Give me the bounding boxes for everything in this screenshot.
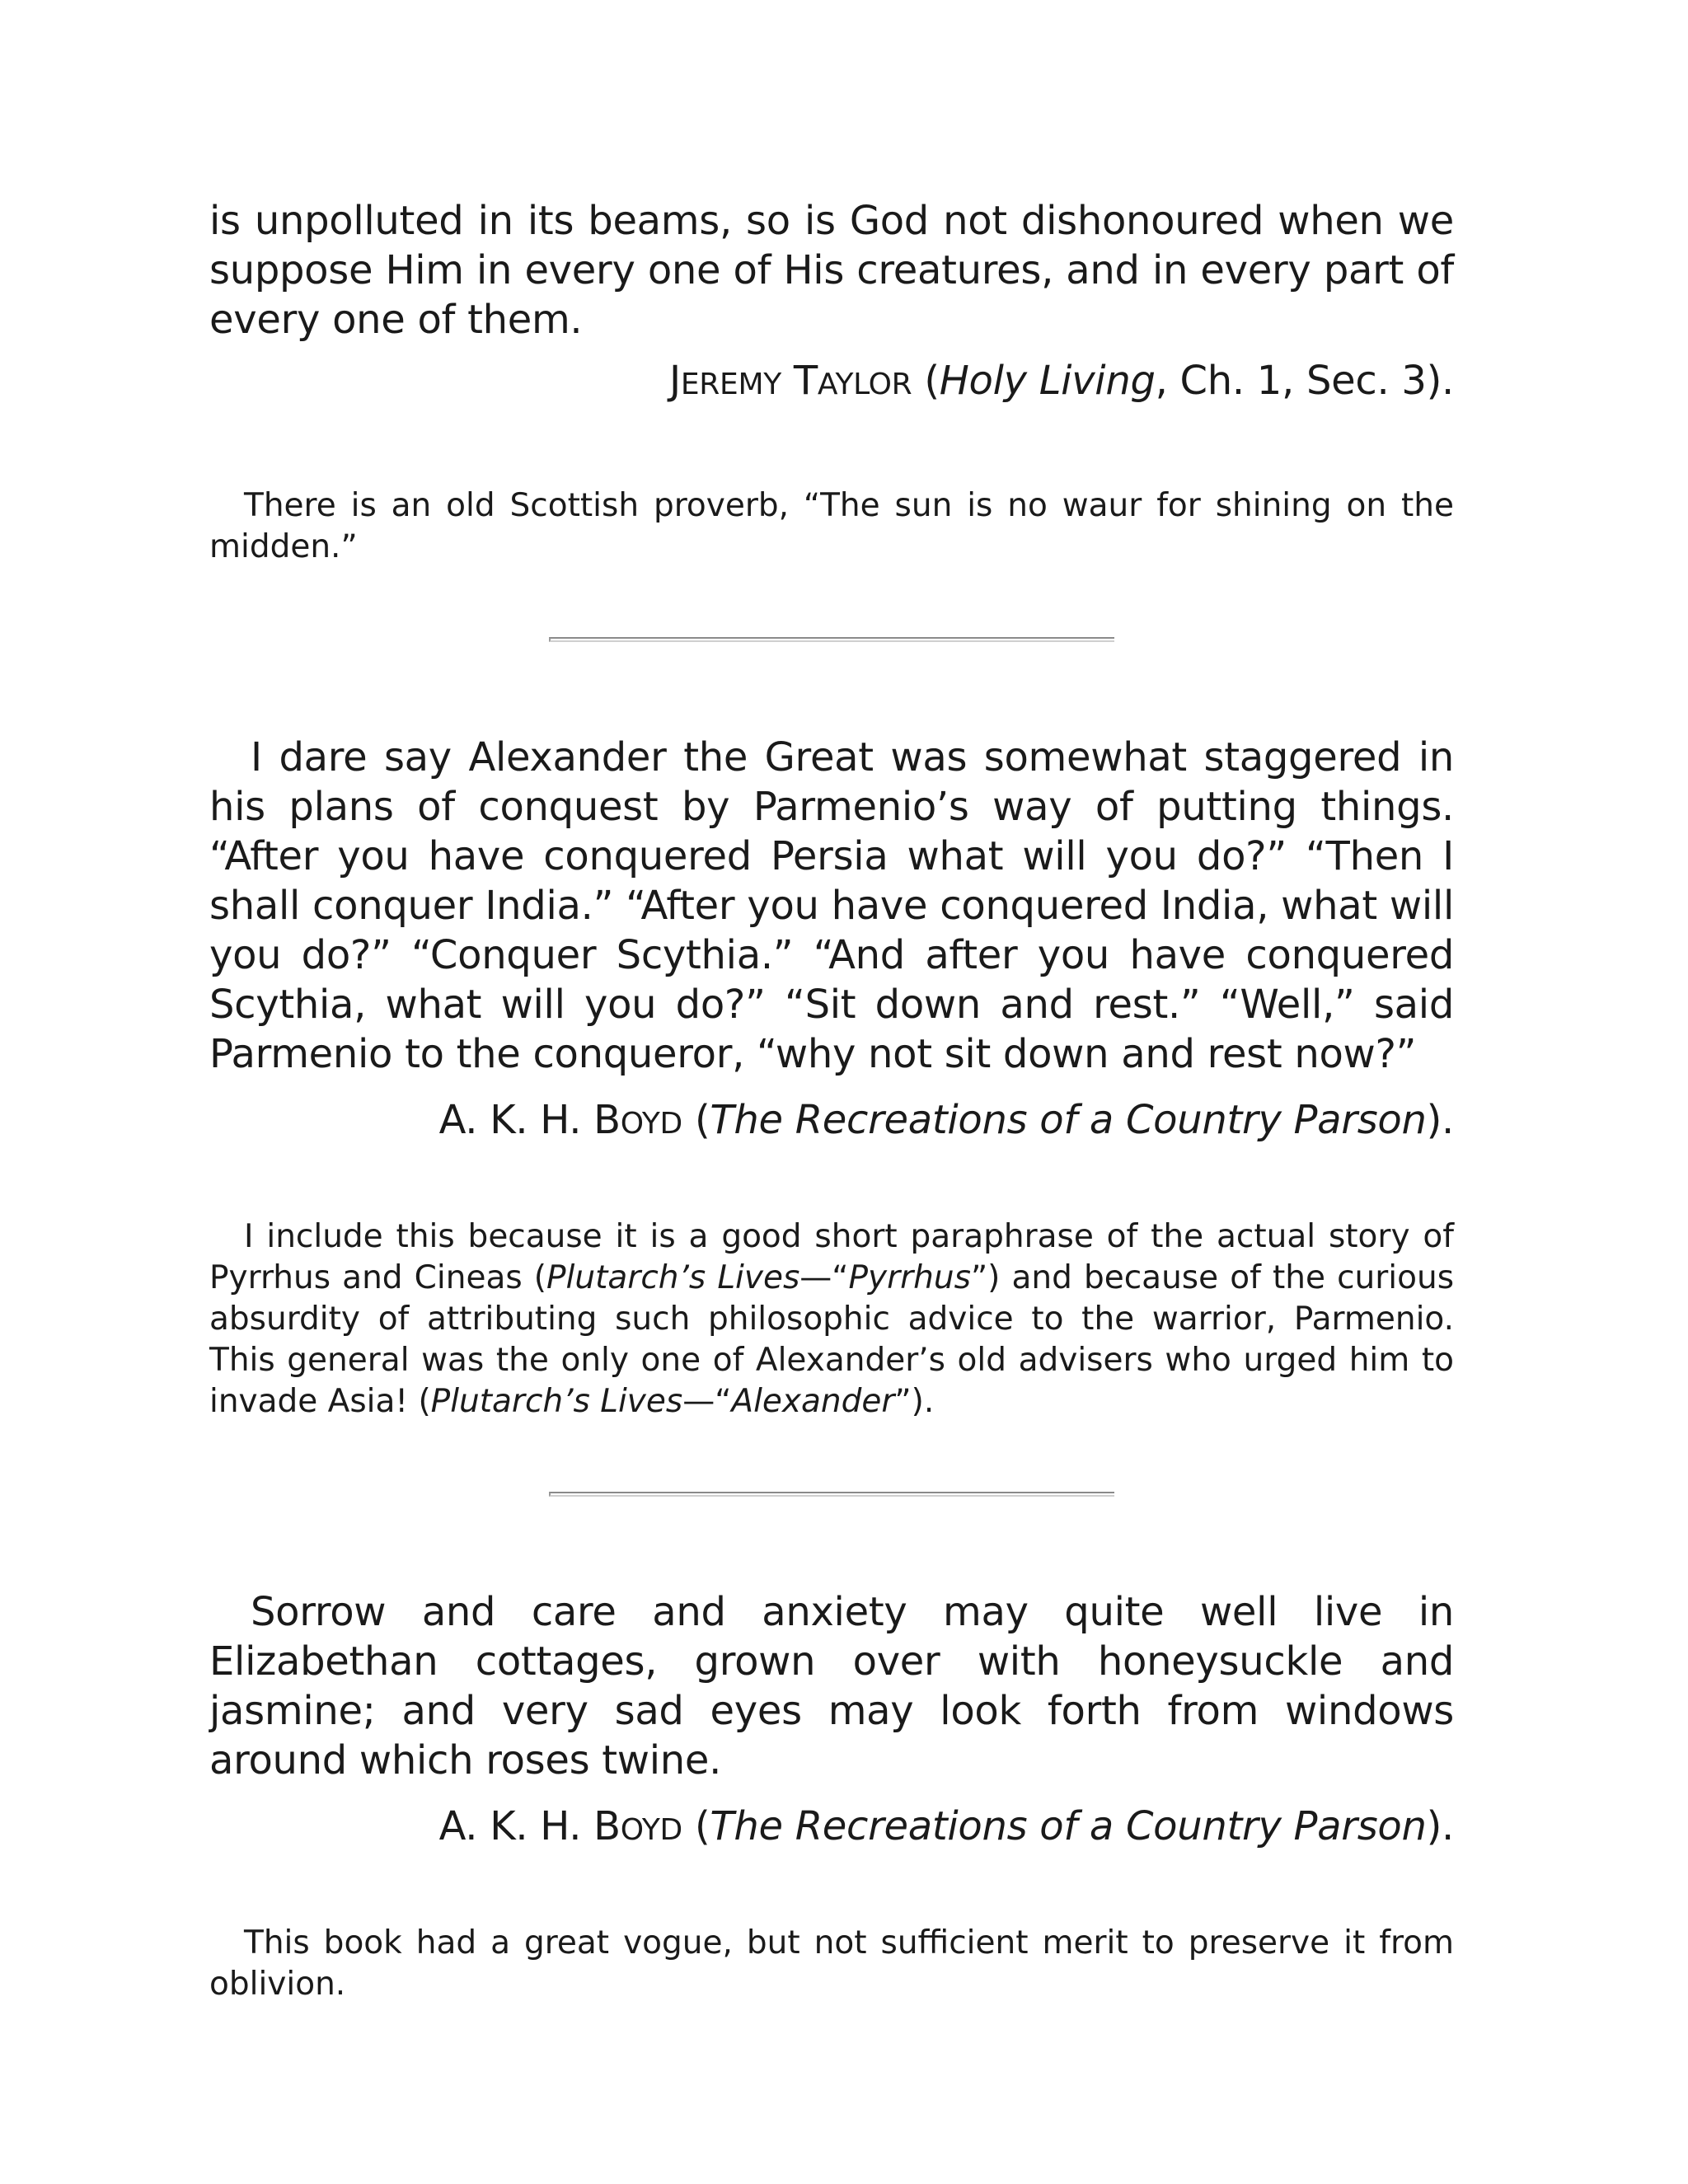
author-smallcaps: OYD [620,1813,682,1847]
taylor-attribution [209,356,1454,410]
taylor-quote: is unpolluted in its beams, so is God not dishonoured when we suppose Him in every one of His creatures, and in every part of every one of them. [209,198,1454,343]
work-title: The Recreations of a Country Parson [710,1803,1427,1849]
author-smallcaps: AYLOR [817,368,912,401]
sorrow-quote: Sorrow and care and anxiety may quite well live in Elizabethan cottages, grown over with honeysuckle and jasmine; and very sad eyes may look forth from windows around which roses twine. [209,1589,1454,1783]
document-page [209,196,1454,2005]
author-initial: T [793,358,818,404]
section-divider [549,637,1114,642]
work-title: The Recreations of a Country Parson [710,1097,1427,1143]
paren-close: ). [1426,1097,1454,1143]
alexander-note: I include this because it is a good short paraphrase of the actual story of Pyrrhus and Cineas (Plutarch’s Lives—“Pyrrhus”) and because of the curious absurdity of attributing such philosophic advice to the warrior, Parmenio. This general was the only one of Alexander’s old advisers who urged him to invade Asia! (Plutarch’s Lives—“Alexander”). [209,1218,1455,1420]
section-divider [549,1492,1114,1497]
author-name: A. K. H. B [438,1097,621,1143]
paren-open: ( [912,358,940,404]
taylor-note: There is an old Scottish proverb, “The sun is no waur for shining on the midden.” [209,487,1454,565]
paren-open: ( [682,1097,710,1143]
author-smallcaps: EREMY [680,368,781,401]
work-title: Holy Living [939,358,1156,404]
author-initial: J [669,358,681,404]
paren-open: ( [682,1803,710,1849]
citation-detail: , Ch. 1, Sec. 3). [1155,358,1454,404]
alexander-attribution [209,1095,1454,1149]
sorrow-attribution [209,1802,1454,1855]
author-smallcaps: OYD [620,1107,682,1141]
author-name: A. K. H. B [438,1803,621,1849]
alexander-quote: I dare say Alexander the Great was somewhat staggered in his plans of conquest by Parmenio’s way of putting things. “After you have conquered Persia what will you do?” “Then I shall conquer India.” “After you have conquered India, what will you do?” “Conquer Scythia.” “And after you have conquered Scythia, what will you do?” “Sit down and rest.” “Well,” said Parmenio to the conqueror, “why not sit down and rest now?” [209,734,1454,1077]
sorrow-note: This book had a great vogue, but not sufficient merit to preserve it from oblivion. [209,1924,1454,2003]
paren-close: ). [1426,1803,1454,1849]
